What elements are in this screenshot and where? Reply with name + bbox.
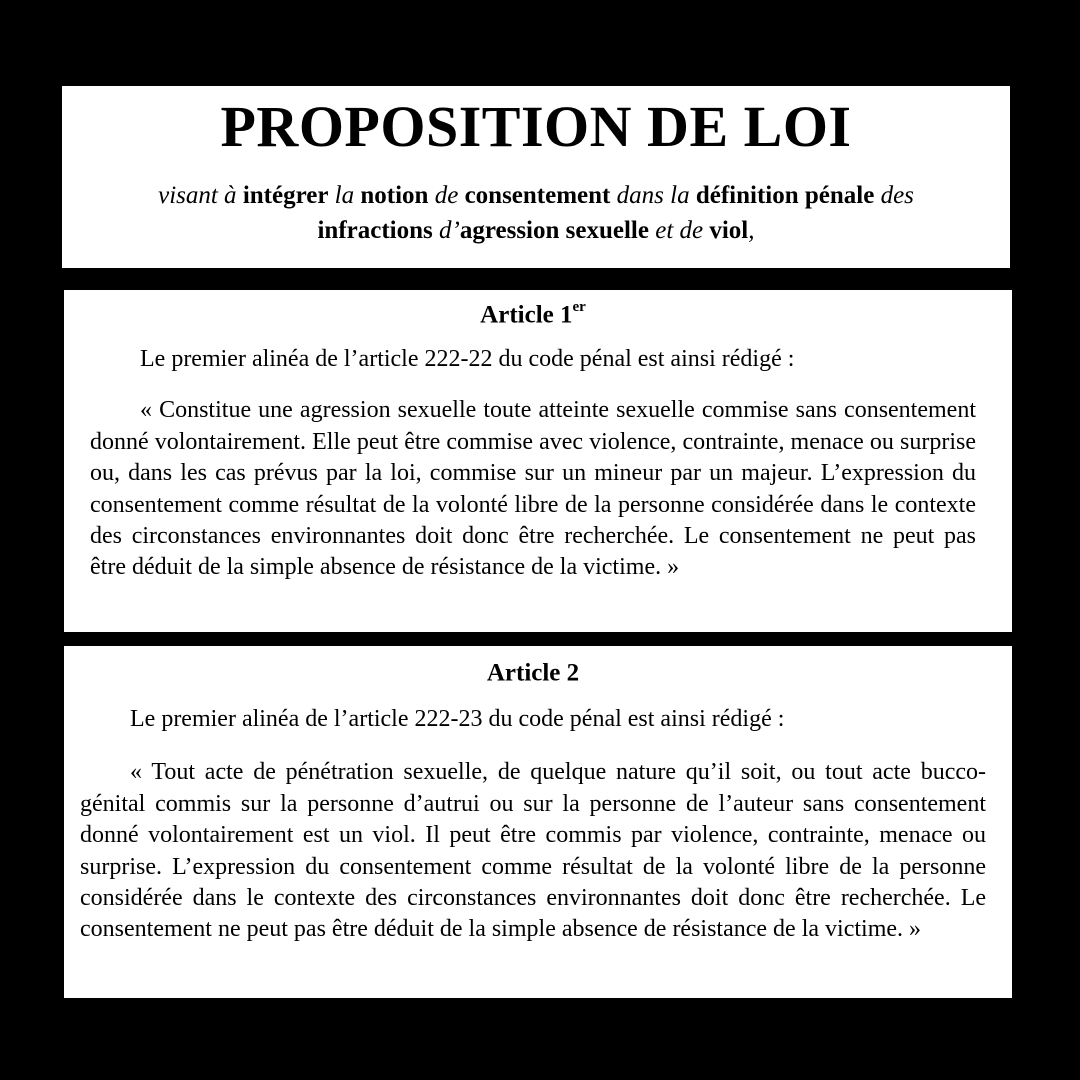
subtitle-part: de (428, 182, 465, 209)
document-title: PROPOSITION DE LOI (220, 94, 852, 159)
article-1-title (90, 290, 976, 330)
title-panel (62, 86, 1010, 268)
document-subtitle (62, 178, 1010, 248)
subtitle-part: et de (648, 217, 710, 244)
subtitle-part: , (748, 217, 755, 244)
subtitle-part: viol (709, 217, 749, 244)
subtitle-part: définition pénale (695, 182, 875, 209)
article-1-title-text: Article 1 (480, 301, 573, 329)
article-1-intro: Le premier alinéa de l’article 222-22 du code pénal est ainsi rédigé : (140, 346, 795, 373)
subtitle-part: visant à (158, 182, 243, 209)
article-2-title (80, 646, 986, 688)
article-2-panel (64, 646, 1012, 998)
subtitle-part: des (874, 182, 914, 209)
subtitle-part: la (328, 182, 361, 209)
article-1-panel (64, 290, 1012, 632)
subtitle-part: dans la (610, 182, 696, 209)
subtitle-part: infractions (317, 217, 433, 244)
article-1-text: « Constitue une agression sexuelle toute atteinte sexuelle commise sans consentement donné volontairement. Elle peut être commise avec violence, contrainte, menace ou surprise ou, dans les cas prévus par la loi, commise sur un mineur par un majeur. L’expression du consentement comme résultat de la volonté libre de la personne considérée dans le contexte des circonstances environnantes doit donc être recherchée. Le consentement ne peut pas être déduit de la simple absence de résistance de la victime. » (90, 397, 976, 581)
article-2-intro: Le premier alinéa de l’article 222-23 du code pénal est ainsi rédigé : (130, 706, 785, 733)
article-2-text: « Tout acte de pénétration sexuelle, de quelque nature qu’il soit, ou tout acte bucco-génital commis sur la personne d’autrui ou sur la personne de l’auteur sans consentement donné volontairement est un viol. Il peut être commis par violence, contrainte, menace ou surprise. L’expression du consentement comme résultat de la volonté libre de la personne considérée dans le contexte des circonstances environnantes doit donc être recherchée. Le consentement ne peut pas être déduit de la simple absence de résistance de la victime. » (80, 759, 986, 943)
subtitle-part: notion (360, 182, 429, 209)
subtitle-part: agression sexuelle (459, 217, 649, 244)
subtitle-part: intégrer (242, 182, 329, 209)
subtitle-part: d’ (432, 217, 460, 244)
subtitle-part: consentement (464, 182, 611, 209)
article-2-title-text: Article 2 (486, 659, 580, 687)
article-1-title-sup: er (572, 299, 586, 315)
